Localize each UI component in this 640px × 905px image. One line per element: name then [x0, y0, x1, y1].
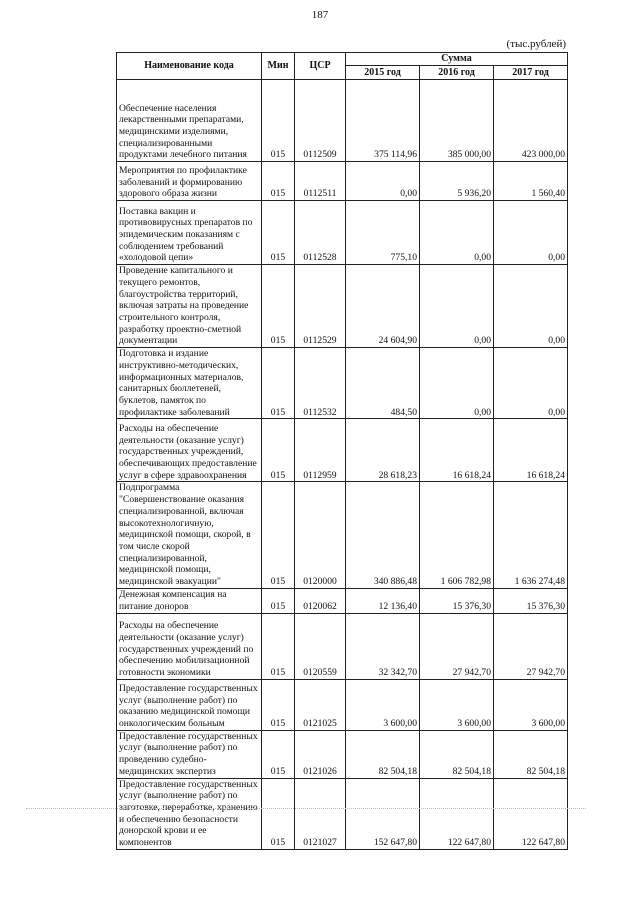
row-min: 015 [262, 778, 295, 849]
row-min: 015 [262, 588, 295, 613]
row-2015: 340 886,48 [346, 482, 420, 588]
row-2015: 484,50 [346, 348, 420, 419]
table-row [117, 730, 568, 778]
table-row [117, 201, 568, 265]
row-name: Расходы на обеспечение деятельности (оказание услуг) государственных учреждений по обеспечению мобилизационной готовности экономики [117, 613, 262, 679]
scan-artifact-line [26, 808, 586, 809]
table-row [117, 80, 568, 162]
row-csr: 0120000 [295, 482, 346, 588]
header-2016: 2016 год [420, 66, 494, 80]
page-number: 187 [311, 9, 329, 21]
row-min: 015 [262, 265, 295, 348]
row-csr: 0120559 [295, 613, 346, 679]
table-row [117, 588, 568, 613]
row-2016: 0,00 [420, 348, 494, 419]
row-2017: 0,00 [494, 265, 568, 348]
table-row [117, 679, 568, 730]
row-2015: 775,10 [346, 201, 420, 265]
row-min: 015 [262, 162, 295, 201]
row-2016: 82 504,18 [420, 730, 494, 778]
row-name: Проведение капитального и текущего ремонтов, благоустройства территорий, включая затраты на проведение строительного контроля, разработку проектно-сметной документации [117, 265, 262, 348]
row-csr: 0121025 [295, 679, 346, 730]
row-2017: 0,00 [494, 201, 568, 265]
table-row [117, 348, 568, 419]
row-2017: 1 560,40 [494, 162, 568, 201]
row-2017: 15 376,30 [494, 588, 568, 613]
row-2016: 1 606 782,98 [420, 482, 494, 588]
row-csr: 0112529 [295, 265, 346, 348]
row-2016: 27 942,70 [420, 613, 494, 679]
table-row [117, 778, 568, 849]
row-min: 015 [262, 80, 295, 162]
row-2017: 423 000,00 [494, 80, 568, 162]
header-name: Наименование кода [117, 53, 262, 80]
row-2017: 122 647,80 [494, 778, 568, 849]
row-name: Предоставление государственных услуг (выполнение работ) по заготовке, переработке, хранению и обеспечению безопасности донорской крови и ее компонентов [117, 778, 262, 849]
header-2015: 2015 год [346, 66, 420, 80]
budget-table [116, 52, 568, 850]
row-csr: 0112959 [295, 419, 346, 482]
row-2016: 122 647,80 [420, 778, 494, 849]
row-2015: 24 604,90 [346, 265, 420, 348]
table-row [117, 613, 568, 679]
row-2016: 5 936,20 [420, 162, 494, 201]
row-2015: 32 342,70 [346, 613, 420, 679]
row-2017: 3 600,00 [494, 679, 568, 730]
row-2015: 82 504,18 [346, 730, 420, 778]
row-name: Подпрограмма "Совершенствование оказания специализированной, включая высокотехнологичную, медицинской помощи, скорой, в том числе скорой специализированной, медицинской помощи, медицинской эвакуации" [117, 482, 262, 588]
row-name: Предоставление государственных услуг (выполнение работ) по оказанию медицинской помощи онкологическим больным [117, 679, 262, 730]
header-min: Мин [262, 53, 295, 80]
row-min: 015 [262, 730, 295, 778]
row-2016: 385 000,00 [420, 80, 494, 162]
row-csr: 0112532 [295, 348, 346, 419]
row-min: 015 [262, 679, 295, 730]
row-2017: 0,00 [494, 348, 568, 419]
row-name: Подготовка и издание инструктивно-методических, информационных материалов, санитарных бюллетеней, буклетов, памяток по профилактике заболеваний [117, 348, 262, 419]
row-2017: 82 504,18 [494, 730, 568, 778]
header-csr: ЦСР [295, 53, 346, 80]
row-2016: 15 376,30 [420, 588, 494, 613]
row-csr: 0121027 [295, 778, 346, 849]
row-2015: 3 600,00 [346, 679, 420, 730]
row-csr: 0121026 [295, 730, 346, 778]
row-2017: 16 618,24 [494, 419, 568, 482]
row-csr: 0120062 [295, 588, 346, 613]
row-2015: 28 618,23 [346, 419, 420, 482]
row-min: 015 [262, 482, 295, 588]
header-sum: Сумма [346, 53, 568, 66]
row-2015: 152 647,80 [346, 778, 420, 849]
row-csr: 0112509 [295, 80, 346, 162]
row-2015: 0,00 [346, 162, 420, 201]
header-2017: 2017 год [494, 66, 568, 80]
row-min: 015 [262, 201, 295, 265]
row-2015: 375 114,96 [346, 80, 420, 162]
row-name: Мероприятия по профилактике заболеваний и формированию здорового образа жизни [117, 162, 262, 201]
row-2016: 16 618,24 [420, 419, 494, 482]
row-2016: 0,00 [420, 201, 494, 265]
row-name: Обеспечение населения лекарственными препаратами, медицинскими изделиями, специализированными продуктами лечебного питания [117, 80, 262, 162]
row-min: 015 [262, 348, 295, 419]
row-name: Расходы на обеспечение деятельности (оказание услуг) государственных учреждений, обеспечивающих предоставление услуг в сфере здравоохранения [117, 419, 262, 482]
row-name: Поставка вакцин и противовирусных препаратов по эпидемическим показаниям с соблюдением требований «холодовой цепи» [117, 201, 262, 265]
row-name: Предоставление государственных услуг (выполнение работ) по проведению судебно-медицинских экспертиз [117, 730, 262, 778]
row-2016: 3 600,00 [420, 679, 494, 730]
table-row [117, 265, 568, 348]
row-name: Денежная компенсация на питание доноров [117, 588, 262, 613]
table-row [117, 419, 568, 482]
row-2017: 1 636 274,48 [494, 482, 568, 588]
row-2017: 27 942,70 [494, 613, 568, 679]
table-row [117, 162, 568, 201]
row-2016: 0,00 [420, 265, 494, 348]
units-label: (тыс.рублей) [506, 38, 566, 50]
row-min: 015 [262, 419, 295, 482]
row-2015: 12 136,40 [346, 588, 420, 613]
row-csr: 0112511 [295, 162, 346, 201]
row-min: 015 [262, 613, 295, 679]
table-row [117, 482, 568, 588]
row-csr: 0112528 [295, 201, 346, 265]
